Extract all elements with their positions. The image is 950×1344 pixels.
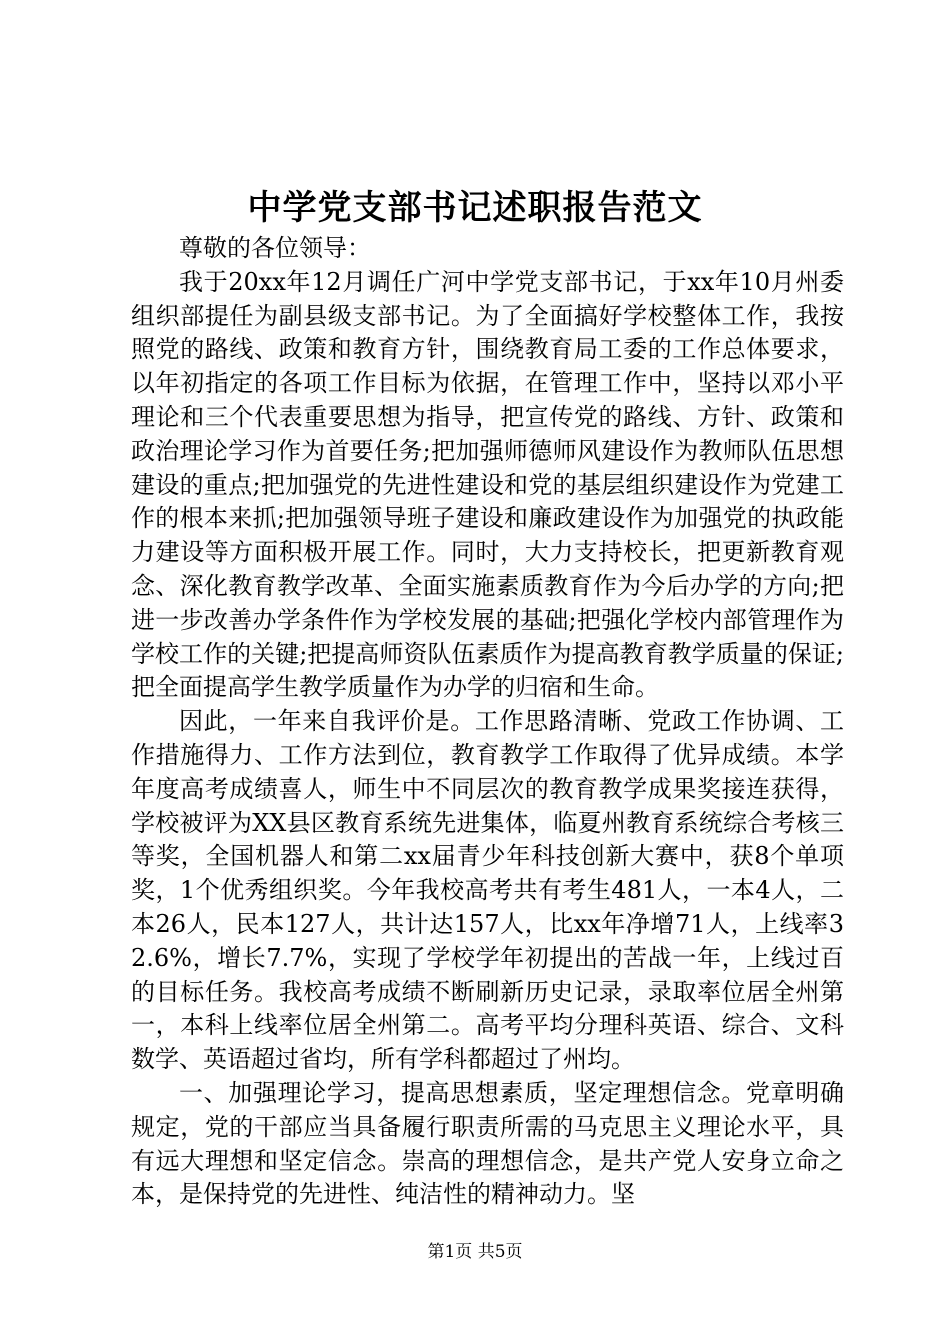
document-body bbox=[131, 232, 844, 1212]
salutation: 尊敬的各位领导： bbox=[179, 234, 371, 262]
paragraph-1: 我于20xx年12月调任广河中学党支部书记，于xx年10月州委组织部提任为副县级支部书记。为了全面搞好学校整体工作，我按照党的路线、政策和教育方针，围绕教育局工委的工作总体要求，以年初指定的各项工作目标为依据，在管理工作中，坚持以邓小平理论和三个代表重要思想为指导，把宣传党的路线、方针、政策和政治理论学习作为首要任务;把加强师德师风建设作为教师队伍思想建设的重点;把加强党的先进性建设和党的基层组织建设作为党建工作的根本来抓;把加强领导班子建设和廉政建设作为加强党的执政能力建设等方面积极开展工作。同时，大力支持校长，把更新教育观念、深化教育教学改革、全面实施素质教育作为今后办学的方向;把进一步改善办学条件作为学校发展的基础;把强化学校内部管理作为学校工作的关键;把提高师资队伍素质作为提高教育教学质量的保证;把全面提高学生教学质量作为办学的归宿和生命。 bbox=[131, 267, 844, 702]
document-title: 中学党支部书记述职报告范文 bbox=[247, 188, 703, 228]
page-number-footer: 第1页 共5页 bbox=[427, 1242, 523, 1262]
paragraph-3: 一、加强理论学习，提高思想素质，坚定理想信念。党章明确规定，党的干部应当具备履行职责所需的马克思主义理论水平，具有远大理想和坚定信念。崇高的理想信念，是共产党人安身立命之本，是保持党的先进性、纯洁性的精神动力。坚 bbox=[131, 1078, 844, 1209]
paragraph-2: 因此，一年来自我评价是。工作思路清晰、党政工作协调、工作措施得力、工作方法到位，教育教学工作取得了优异成绩。本学年度高考成绩喜人，师生中不同层次的教育教学成果奖接连获得，学校被评为XX县区教育系统先进集体，临夏州教育系统综合考核三等奖，全国机器人和第二xx届青少年科技创新大赛中，获8个单项奖，1个优秀组织奖。今年我校高考共有考生481人，一本4人，二本26人，民本127人，共计达157人，比xx年净增71人，上线率32.6%，增长7.7%，实现了学校学年初提出的苦战一年，上线过百的目标任务。我校高考成绩不断刷新历史记录，录取率位居全州第一，本科上线率位居全州第二。高考平均分理科英语、综合、文科数学、英语超过省均，所有学科都超过了州均。 bbox=[131, 707, 844, 1074]
